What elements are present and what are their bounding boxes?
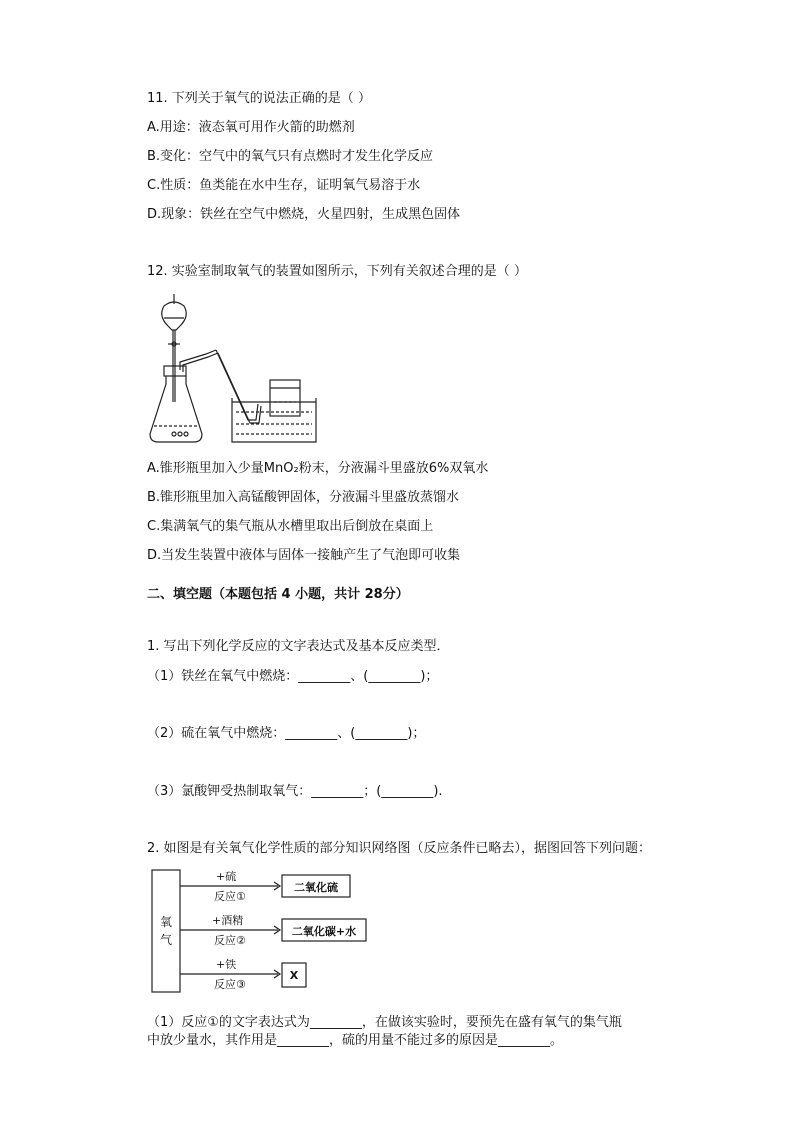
q12-option-d: D.当发生装置中液体与固体一接触产生了气泡即可收集 (147, 548, 461, 563)
fq1-item-2: （2）硫在氧气中燃烧：________、(________)； (147, 726, 426, 741)
svg-text:氧 (160, 915, 172, 929)
fq1-item-3: （3）氯酸钾受热制取氧气：________；(________). (147, 784, 443, 799)
q12-option-b: B.锥形瓶里加入高锰酸钾固体，分液漏斗里盛放蒸馏水 (147, 490, 460, 505)
q12-option-a: A.锥形瓶里加入少量MnO₂粉末，分液漏斗里盛放6%双氧水 (147, 461, 489, 476)
branch-2-product: 二氧化碳+水 (291, 925, 357, 938)
branch-1-reagent: +硫 (216, 870, 237, 883)
branch-2-reaction: 反应② (214, 934, 246, 947)
q11-option-b: B.变化：空气中的氧气只有点燃时才发生化学反应 (147, 149, 434, 164)
source-label-2: 气 (159, 933, 173, 947)
branch-3-reaction: 反应③ (214, 978, 246, 991)
branch-1-reaction: 反应① (214, 890, 246, 903)
q11-option-a: A.用途：液态氧可用作火箭的助燃剂 (147, 120, 355, 135)
branch-3-reagent: +铁 (216, 958, 237, 971)
section-heading: 二、填空题（本题包括 4 小题，共计 28分） (147, 587, 409, 602)
fq1-stem: 1. 写出下列化学反应的文字表达式及基本反应类型． (147, 639, 450, 654)
fq2-stem: 2. 如图是有关氧气化学性质的部分知识网络图（反应条件已略去），据图回答下列问题： (147, 841, 652, 856)
fq1-item-1: （1）铁丝在氧气中燃烧：________、(________)； (147, 669, 439, 684)
oxygen-network-diagram (148, 866, 368, 996)
q11-option-c: C.性质：鱼类能在水中生存，证明氧气易溶于水 (147, 178, 421, 193)
fq2-sub1-line2: 中放少量水，其作用是________，硫的用量不能过多的原因是________。 (147, 1033, 564, 1048)
q12-option-c: C.集满氧气的集气瓶从水槽里取出后倒放在桌面上 (147, 519, 434, 534)
branch-2-reagent: +酒精 (212, 914, 244, 927)
q12-stem: 12. 实验室制取氧气的装置如图所示，下列有关叙述合理的是（ ） (147, 264, 527, 279)
branch-1-product: 二氧化硫 (294, 881, 338, 894)
branch-3-product: X (289, 969, 299, 982)
source-label-1: 氧 (159, 915, 173, 929)
fq2-sub1-line1: （1）反应①的文字表达式为________，在做该实验时，要预先在盛有氧气的集气瓶 (147, 1015, 622, 1030)
svg-text:气 (160, 932, 172, 947)
q11-stem: 11. 下列关于氧气的说法正确的是（ ） (147, 91, 371, 106)
q11-option-d: D.现象：铁丝在空气中燃烧，火星四射，生成黑色固体 (147, 207, 461, 222)
source-box (152, 870, 180, 992)
oxygen-apparatus-figure (146, 292, 326, 448)
